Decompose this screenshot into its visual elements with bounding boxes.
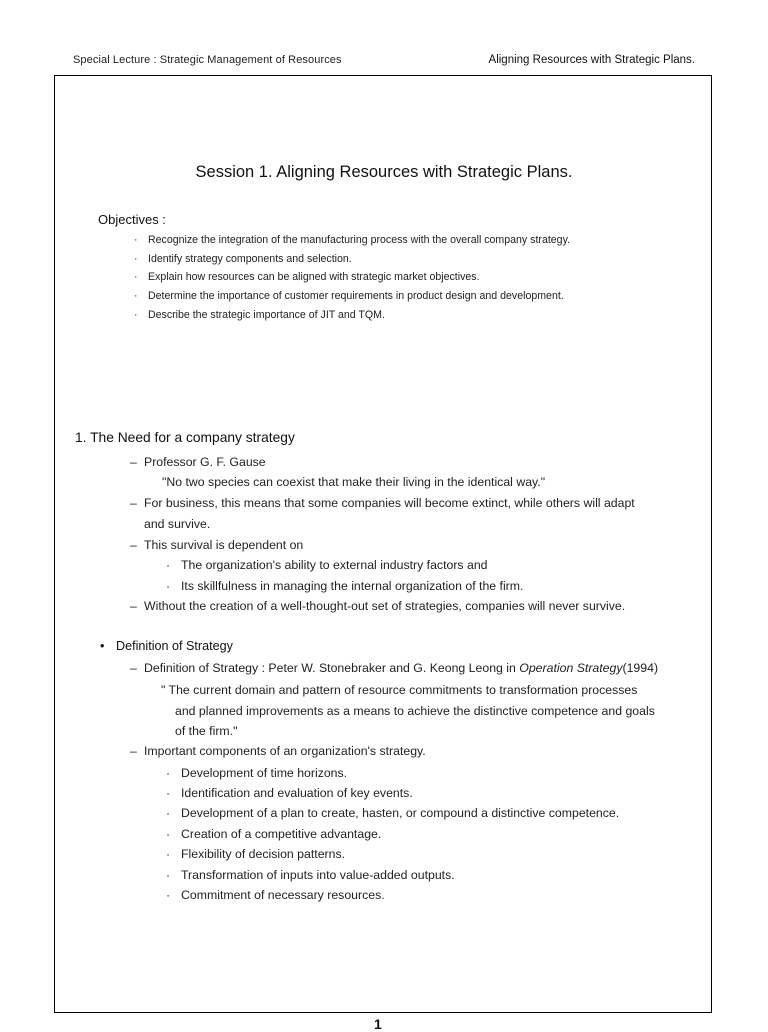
quote-line: " The current domain and pattern of resource commitments to transformation processes [161,683,638,697]
header-course-title: Special Lecture : Strategic Management of Resources [73,54,342,66]
component-item: · Development of time horizons. [166,766,348,780]
component-item: · Flexibility of decision patterns. [166,847,346,861]
objective-item: · Explain how resources can be aligned with strategic market objectives. [134,271,480,283]
component-item: · Creation of a competitive advantage. [166,827,382,841]
section-heading: 1. The Need for a company strategy [75,430,295,445]
text-line: – This survival is dependent on [130,538,304,552]
text-line: – Without the creation of a well-thought-out set of strategies, companies will never survive. [130,599,626,613]
quote-line: of the firm." [175,724,238,738]
page-title: Session 1. Aligning Resources with Strategic Plans. [195,163,573,181]
subsection-heading: • Definition of Strategy [100,639,233,653]
bullet-line: · The organization's ability to external industry factors and [166,558,488,572]
objective-item: · Recognize the integration of the manufacturing process with the overall company strategy. [134,234,571,246]
text-line: – For business, this means that some companies will become extinct, while others will adapt [130,496,635,510]
book-title: Operation Strategy [519,661,623,675]
page-number: 1 [374,1016,382,1032]
objective-item: · Identify strategy components and selection. [134,253,352,265]
text-line: – Professor G. F. Gause [130,455,266,469]
header-chapter-title: Aligning Resources with Strategic Plans. [488,54,695,66]
definition-line: – Definition of Strategy : Peter W. Stonebraker and G. Keong Leong in Operation Strategy(1994) [130,661,659,675]
component-item: · Identification and evaluation of key events. [166,786,413,800]
component-item: · Development of a plan to create, hasten, or compound a distinctive competence. [166,806,620,820]
component-item: · Commitment of necessary resources. [166,888,385,902]
objective-item: · Determine the importance of customer requirements in product design and development. [134,290,564,302]
bullet-line: · Its skillfulness in managing the internal organization of the firm. [166,579,524,593]
objectives-heading: Objectives : [98,212,166,227]
quote-line: "No two species can coexist that make their living in the identical way." [162,475,546,489]
text-line: and survive. [144,517,211,531]
component-item: · Transformation of inputs into value-added outputs. [166,868,455,882]
text-line: – Important components of an organization's strategy. [130,744,426,758]
quote-line: and planned improvements as a means to achieve the distinctive competence and goals [175,704,655,718]
objective-item: · Describe the strategic importance of JIT and TQM. [134,309,385,321]
